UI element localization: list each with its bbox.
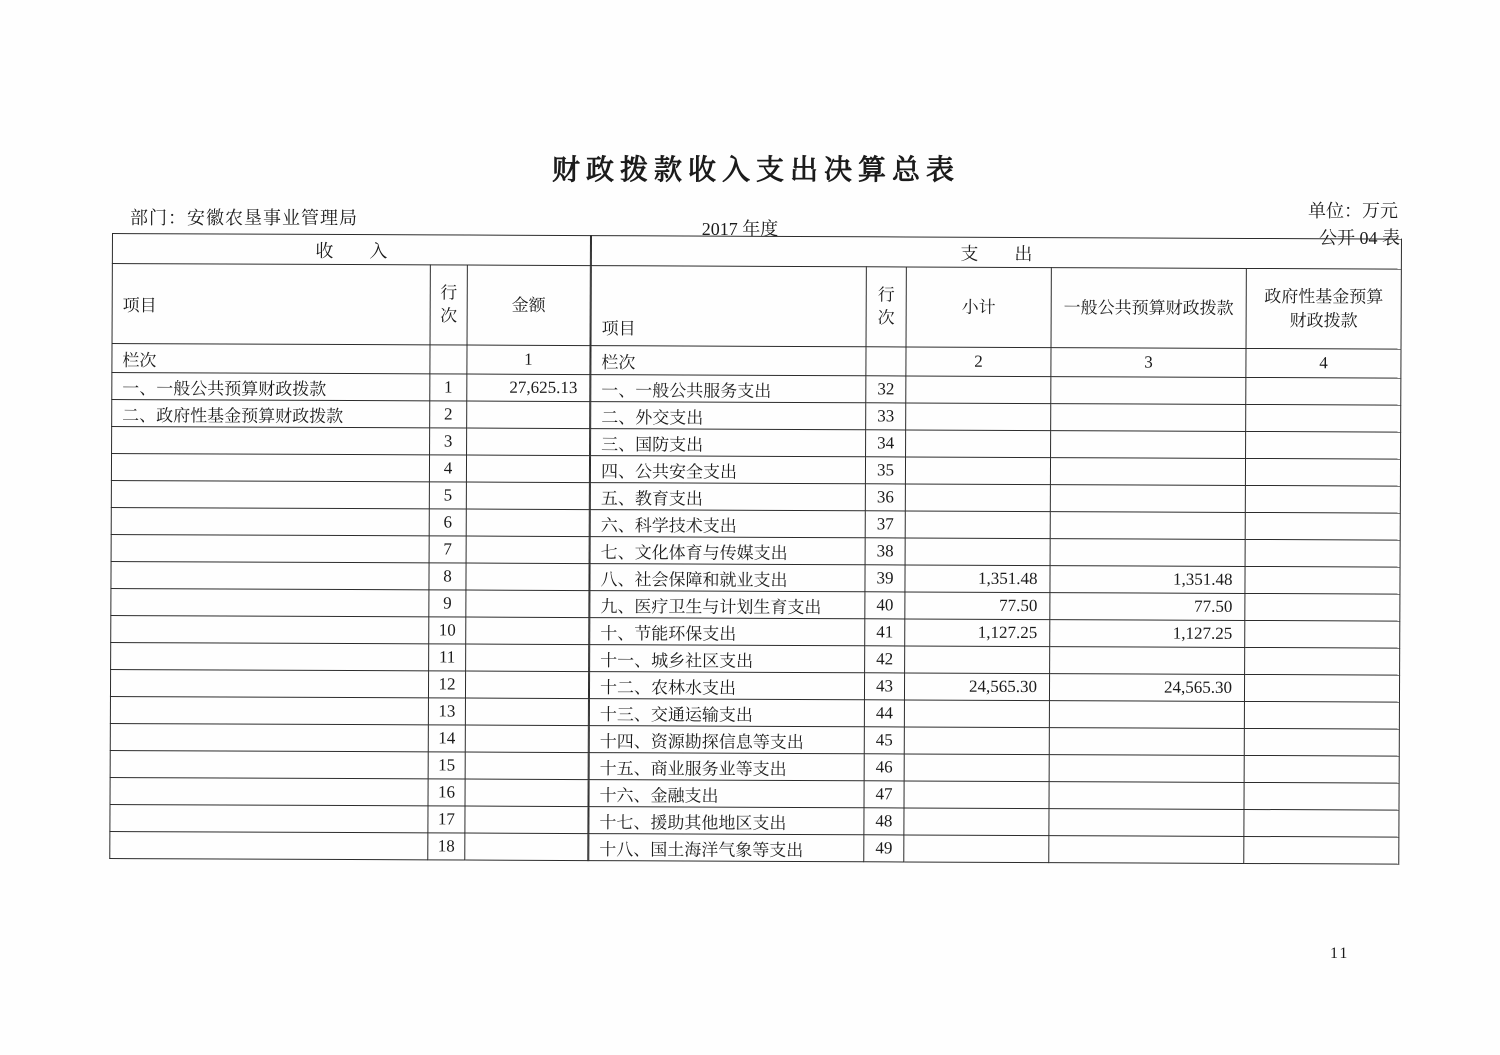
revenue-table-row — [112, 373, 590, 402]
revenue-item-cell — [111, 507, 429, 535]
revenue-table-row — [111, 642, 589, 671]
expenditure-item-cell: 八、社会保障和就业支出 — [590, 564, 865, 592]
revenue-table-row — [111, 615, 589, 644]
revenue-table-row — [110, 804, 588, 833]
expenditure-gov-fund-cell — [1244, 674, 1399, 702]
revenue-row-no-cell: 11 — [429, 644, 466, 671]
expenditure-item-cell: 十四、资源勘探信息等支出 — [589, 726, 864, 754]
expenditure-item-cell: 九、医疗卫生与计划生育支出 — [590, 591, 865, 619]
revenue-lanci-amount: 1 — [467, 345, 590, 375]
revenue-item-cell — [111, 588, 429, 616]
expenditure-rows — [589, 375, 1401, 865]
revenue-rows — [110, 373, 590, 861]
expenditure-row-no-cell: 49 — [864, 835, 904, 862]
revenue-col-item: 项目 — [112, 264, 430, 345]
expenditure-col-rowno: 行次 — [866, 267, 906, 347]
expenditure-lanci-subtotal: 2 — [906, 347, 1051, 377]
expenditure-subtotal-cell — [906, 403, 1051, 431]
revenue-row-no-cell: 14 — [428, 725, 465, 752]
expenditure-gov-fund-cell — [1245, 566, 1400, 594]
revenue-item-cell — [110, 804, 428, 832]
expenditure-col-gov-fund: 政府性基金预算 财政拨款 — [1246, 268, 1401, 349]
expenditure-row-no-cell: 46 — [864, 754, 904, 781]
revenue-amount-cell — [467, 401, 590, 429]
revenue-amount-cell — [465, 671, 588, 699]
expenditure-gov-fund-cell — [1245, 539, 1400, 567]
expenditure-item-cell: 三、国防支出 — [591, 429, 866, 457]
expenditure-lanci-row — [591, 346, 1401, 379]
expenditure-item-cell: 一、一般公共服务支出 — [591, 375, 866, 403]
revenue-item-cell — [110, 750, 428, 778]
revenue-lanci-row — [112, 344, 590, 375]
expenditure-general-budget-cell — [1049, 701, 1244, 729]
expenditure-table-row — [589, 807, 1399, 838]
revenue-item-cell — [111, 561, 429, 589]
expenditure-item-cell: 十七、援助其他地区支出 — [589, 807, 864, 835]
revenue-amount-cell — [465, 806, 588, 834]
revenue-amount-cell — [466, 617, 589, 645]
revenue-table — [109, 233, 591, 861]
revenue-amount-cell — [465, 779, 588, 807]
expenditure-general-budget-cell — [1051, 377, 1246, 405]
expenditure-subtotal-cell — [905, 484, 1050, 512]
expenditure-general-budget-cell: 77.50 — [1050, 593, 1245, 621]
revenue-amount-cell — [466, 482, 589, 510]
expenditure-general-budget-cell — [1051, 431, 1246, 459]
revenue-col-rowno: 行次 — [430, 265, 467, 345]
revenue-table-row — [112, 400, 590, 429]
revenue-item-cell — [110, 723, 428, 751]
expenditure-gov-fund-cell — [1245, 485, 1400, 513]
page-number: 11 — [1330, 945, 1350, 962]
department-label: 部门：安徽农垦事业管理局 — [130, 208, 358, 228]
expenditure-item-cell: 十一、城乡社区支出 — [590, 645, 865, 673]
revenue-amount-cell — [465, 752, 588, 780]
revenue-amount-cell — [466, 455, 589, 483]
expenditure-table-row — [590, 591, 1400, 622]
expenditure-gov-fund-cell — [1244, 809, 1399, 837]
revenue-row-no-cell: 4 — [429, 455, 466, 482]
expenditure-column-header — [591, 266, 1401, 350]
revenue-amount-cell — [466, 590, 589, 618]
unit-label: 单位：万元 — [1308, 201, 1398, 221]
expenditure-gov-fund-cell — [1246, 431, 1401, 459]
expenditure-general-budget-cell — [1050, 458, 1245, 486]
revenue-lanci-blank — [430, 345, 467, 374]
expenditure-general-budget-cell — [1049, 809, 1244, 837]
revenue-item-cell — [110, 777, 428, 805]
expenditure-row-no-cell: 47 — [864, 781, 904, 808]
revenue-amount-cell — [465, 698, 588, 726]
revenue-section-title: 收 入 — [112, 234, 590, 266]
expenditure-col-item: 项目 — [591, 266, 866, 347]
expenditure-table-row — [591, 375, 1401, 406]
expenditure-row-no-cell: 42 — [865, 646, 905, 673]
revenue-table-row — [111, 507, 589, 536]
revenue-table-row — [112, 427, 590, 456]
revenue-amount-cell — [467, 428, 590, 456]
expenditure-general-budget-cell: 1,127.25 — [1050, 620, 1245, 648]
revenue-table-row — [110, 669, 588, 698]
revenue-table-row — [111, 534, 589, 563]
expenditure-item-cell: 六、科学技术支出 — [590, 510, 865, 538]
revenue-row-no-cell: 6 — [429, 509, 466, 536]
expenditure-table-row — [590, 537, 1400, 568]
expenditure-row-no-cell: 43 — [864, 673, 904, 700]
expenditure-general-budget-cell — [1049, 782, 1244, 810]
revenue-amount-cell — [466, 563, 589, 591]
expenditure-general-budget-cell: 24,565.30 — [1049, 674, 1244, 702]
revenue-table-row — [111, 454, 589, 483]
expenditure-row-no-cell: 44 — [864, 700, 904, 727]
expenditure-lanci-blank — [866, 347, 906, 376]
revenue-row-no-cell: 9 — [429, 590, 466, 617]
revenue-row-no-cell: 10 — [429, 617, 466, 644]
expenditure-subtotal-cell — [906, 430, 1051, 458]
revenue-row-no-cell: 3 — [430, 428, 467, 455]
expenditure-subtotal-cell — [905, 646, 1050, 674]
expenditure-item-cell: 十六、金融支出 — [589, 780, 864, 808]
table-code-label: 公开 04 表 — [1319, 228, 1400, 248]
revenue-item-cell — [111, 534, 429, 562]
expenditure-gov-fund-cell — [1245, 647, 1400, 675]
expenditure-gov-fund-cell — [1244, 836, 1399, 864]
expenditure-general-budget-cell — [1050, 647, 1245, 675]
expenditure-subtotal-cell — [904, 781, 1049, 809]
revenue-row-no-cell: 2 — [430, 401, 467, 428]
expenditure-subtotal-cell — [904, 754, 1049, 782]
expenditure-general-budget-cell — [1049, 836, 1244, 864]
revenue-row-no-cell: 7 — [429, 536, 466, 563]
expenditure-subtotal-cell — [904, 835, 1049, 863]
expenditure-subtotal-cell — [904, 700, 1049, 728]
expenditure-item-cell: 十、节能环保支出 — [590, 618, 865, 646]
expenditure-table-row — [590, 510, 1400, 541]
expenditure-table-row — [590, 618, 1400, 649]
revenue-item-cell: 一、一般公共预算财政拨款 — [112, 373, 430, 401]
expenditure-gov-fund-cell — [1244, 782, 1399, 810]
expenditure-gov-fund-cell — [1244, 755, 1399, 783]
expenditure-gov-fund-cell — [1244, 701, 1399, 729]
revenue-item-cell — [110, 831, 428, 859]
expenditure-gov-fund-cell — [1244, 728, 1399, 756]
expenditure-general-budget-cell — [1051, 404, 1246, 432]
revenue-item-cell — [111, 615, 429, 643]
expenditure-general-budget-cell — [1050, 512, 1245, 540]
expenditure-row-no-cell: 39 — [865, 565, 905, 592]
expenditure-item-cell: 二、外交支出 — [591, 402, 866, 430]
expenditure-row-no-cell: 40 — [865, 592, 905, 619]
revenue-lanci-label: 栏次 — [112, 344, 430, 374]
expenditure-general-budget-cell: 1,351.48 — [1050, 566, 1245, 594]
expenditure-subtotal-cell: 24,565.30 — [904, 673, 1049, 701]
expenditure-general-budget-cell — [1050, 539, 1245, 567]
revenue-amount-cell — [466, 536, 589, 564]
expenditure-table-row — [590, 564, 1400, 595]
expenditure-item-cell: 四、公共安全支出 — [590, 456, 865, 484]
expenditure-row-no-cell: 34 — [866, 430, 906, 457]
revenue-col-amount: 金额 — [467, 265, 590, 346]
expenditure-subtotal-cell: 77.50 — [905, 592, 1050, 620]
revenue-row-no-cell: 16 — [428, 779, 465, 806]
expenditure-subtotal-cell — [905, 538, 1050, 566]
expenditure-subtotal-cell — [904, 808, 1049, 836]
expenditure-gov-fund-cell — [1245, 593, 1400, 621]
revenue-row-no-cell: 12 — [428, 671, 465, 698]
expenditure-gov-fund-cell — [1245, 458, 1400, 486]
revenue-table-row — [110, 750, 588, 779]
expenditure-subtotal-cell — [904, 727, 1049, 755]
summary-table — [109, 233, 1402, 865]
expenditure-table-row — [589, 834, 1399, 865]
expenditure-general-budget-cell — [1050, 485, 1245, 513]
revenue-row-no-cell: 15 — [428, 752, 465, 779]
expenditure-item-cell: 十五、商业服务业等支出 — [589, 753, 864, 781]
expenditure-table-row — [590, 456, 1400, 487]
expenditure-item-cell: 七、文化体育与传媒支出 — [590, 537, 865, 565]
expenditure-lanci-gov-fund: 4 — [1246, 348, 1401, 378]
expenditure-table-row — [590, 645, 1400, 676]
revenue-table-row — [110, 723, 588, 752]
expenditure-lanci-general-budget: 3 — [1051, 348, 1246, 378]
expenditure-item-cell: 十二、农林水支出 — [589, 672, 864, 700]
expenditure-table-row — [589, 726, 1399, 757]
revenue-amount-cell — [466, 509, 589, 537]
revenue-item-cell — [110, 669, 428, 697]
expenditure-general-budget-cell — [1049, 728, 1244, 756]
expenditure-gov-fund-cell — [1246, 377, 1401, 405]
expenditure-table-row — [589, 780, 1399, 811]
expenditure-subtotal-cell: 1,127.25 — [905, 619, 1050, 647]
expenditure-row-no-cell: 33 — [866, 403, 906, 430]
expenditure-table — [588, 235, 1402, 865]
revenue-amount-cell — [465, 725, 588, 753]
revenue-item-cell — [111, 480, 429, 508]
revenue-amount-cell: 27,625.13 — [467, 374, 590, 402]
expenditure-row-no-cell: 38 — [865, 538, 905, 565]
expenditure-row-no-cell: 45 — [864, 727, 904, 754]
expenditure-row-no-cell: 41 — [865, 619, 905, 646]
expenditure-gov-fund-cell — [1245, 512, 1400, 540]
revenue-row-no-cell: 18 — [428, 833, 465, 860]
expenditure-item-cell: 十八、国土海洋气象等支出 — [589, 834, 864, 862]
revenue-table-row — [110, 777, 588, 806]
expenditure-table-row — [591, 429, 1401, 460]
expenditure-table-row — [589, 753, 1399, 784]
revenue-item-cell — [110, 696, 428, 724]
revenue-column-header — [112, 264, 590, 346]
expenditure-row-no-cell: 37 — [865, 511, 905, 538]
revenue-row-no-cell: 5 — [429, 482, 466, 509]
revenue-table-row — [111, 588, 589, 617]
revenue-amount-cell — [465, 833, 588, 861]
expenditure-subtotal-cell — [906, 376, 1051, 404]
expenditure-table-row — [589, 672, 1399, 703]
fiscal-year-label: 2017 年度 — [701, 219, 779, 239]
revenue-item-cell — [111, 454, 429, 482]
expenditure-subtotal-cell: 1,351.48 — [905, 565, 1050, 593]
expenditure-section-title: 支 出 — [591, 236, 1401, 270]
revenue-table-row — [110, 696, 588, 725]
expenditure-gov-fund-cell — [1245, 620, 1400, 648]
revenue-section-header — [112, 234, 590, 266]
expenditure-subtotal-cell — [905, 457, 1050, 485]
expenditure-general-budget-cell — [1049, 755, 1244, 783]
revenue-table-row — [110, 831, 588, 860]
expenditure-row-no-cell: 48 — [864, 808, 904, 835]
expenditure-item-cell: 五、教育支出 — [590, 483, 865, 511]
expenditure-item-cell: 十三、交通运输支出 — [589, 699, 864, 727]
revenue-table-row — [111, 561, 589, 590]
page-title: 财政拨款收入支出决算总表 — [551, 155, 960, 186]
revenue-row-no-cell: 8 — [429, 563, 466, 590]
revenue-item-cell: 二、政府性基金预算财政拨款 — [112, 400, 430, 428]
expenditure-col-general-budget: 一般公共预算财政拨款 — [1051, 268, 1246, 349]
expenditure-col-subtotal: 小计 — [906, 267, 1051, 348]
expenditure-row-no-cell: 32 — [866, 376, 906, 403]
expenditure-section-header — [591, 236, 1401, 270]
revenue-amount-cell — [466, 644, 589, 672]
revenue-item-cell — [111, 642, 429, 670]
expenditure-row-no-cell: 35 — [865, 457, 905, 484]
revenue-row-no-cell: 13 — [428, 698, 465, 725]
expenditure-table-row — [589, 699, 1399, 730]
expenditure-table-row — [590, 483, 1400, 514]
expenditure-gov-fund-cell — [1246, 404, 1401, 432]
expenditure-row-no-cell: 36 — [865, 484, 905, 511]
expenditure-table-row — [591, 402, 1401, 433]
revenue-item-cell — [112, 427, 430, 455]
revenue-row-no-cell: 1 — [430, 374, 467, 401]
expenditure-lanci-label: 栏次 — [591, 346, 866, 376]
revenue-row-no-cell: 17 — [428, 806, 465, 833]
revenue-table-row — [111, 480, 589, 509]
expenditure-subtotal-cell — [905, 511, 1050, 539]
